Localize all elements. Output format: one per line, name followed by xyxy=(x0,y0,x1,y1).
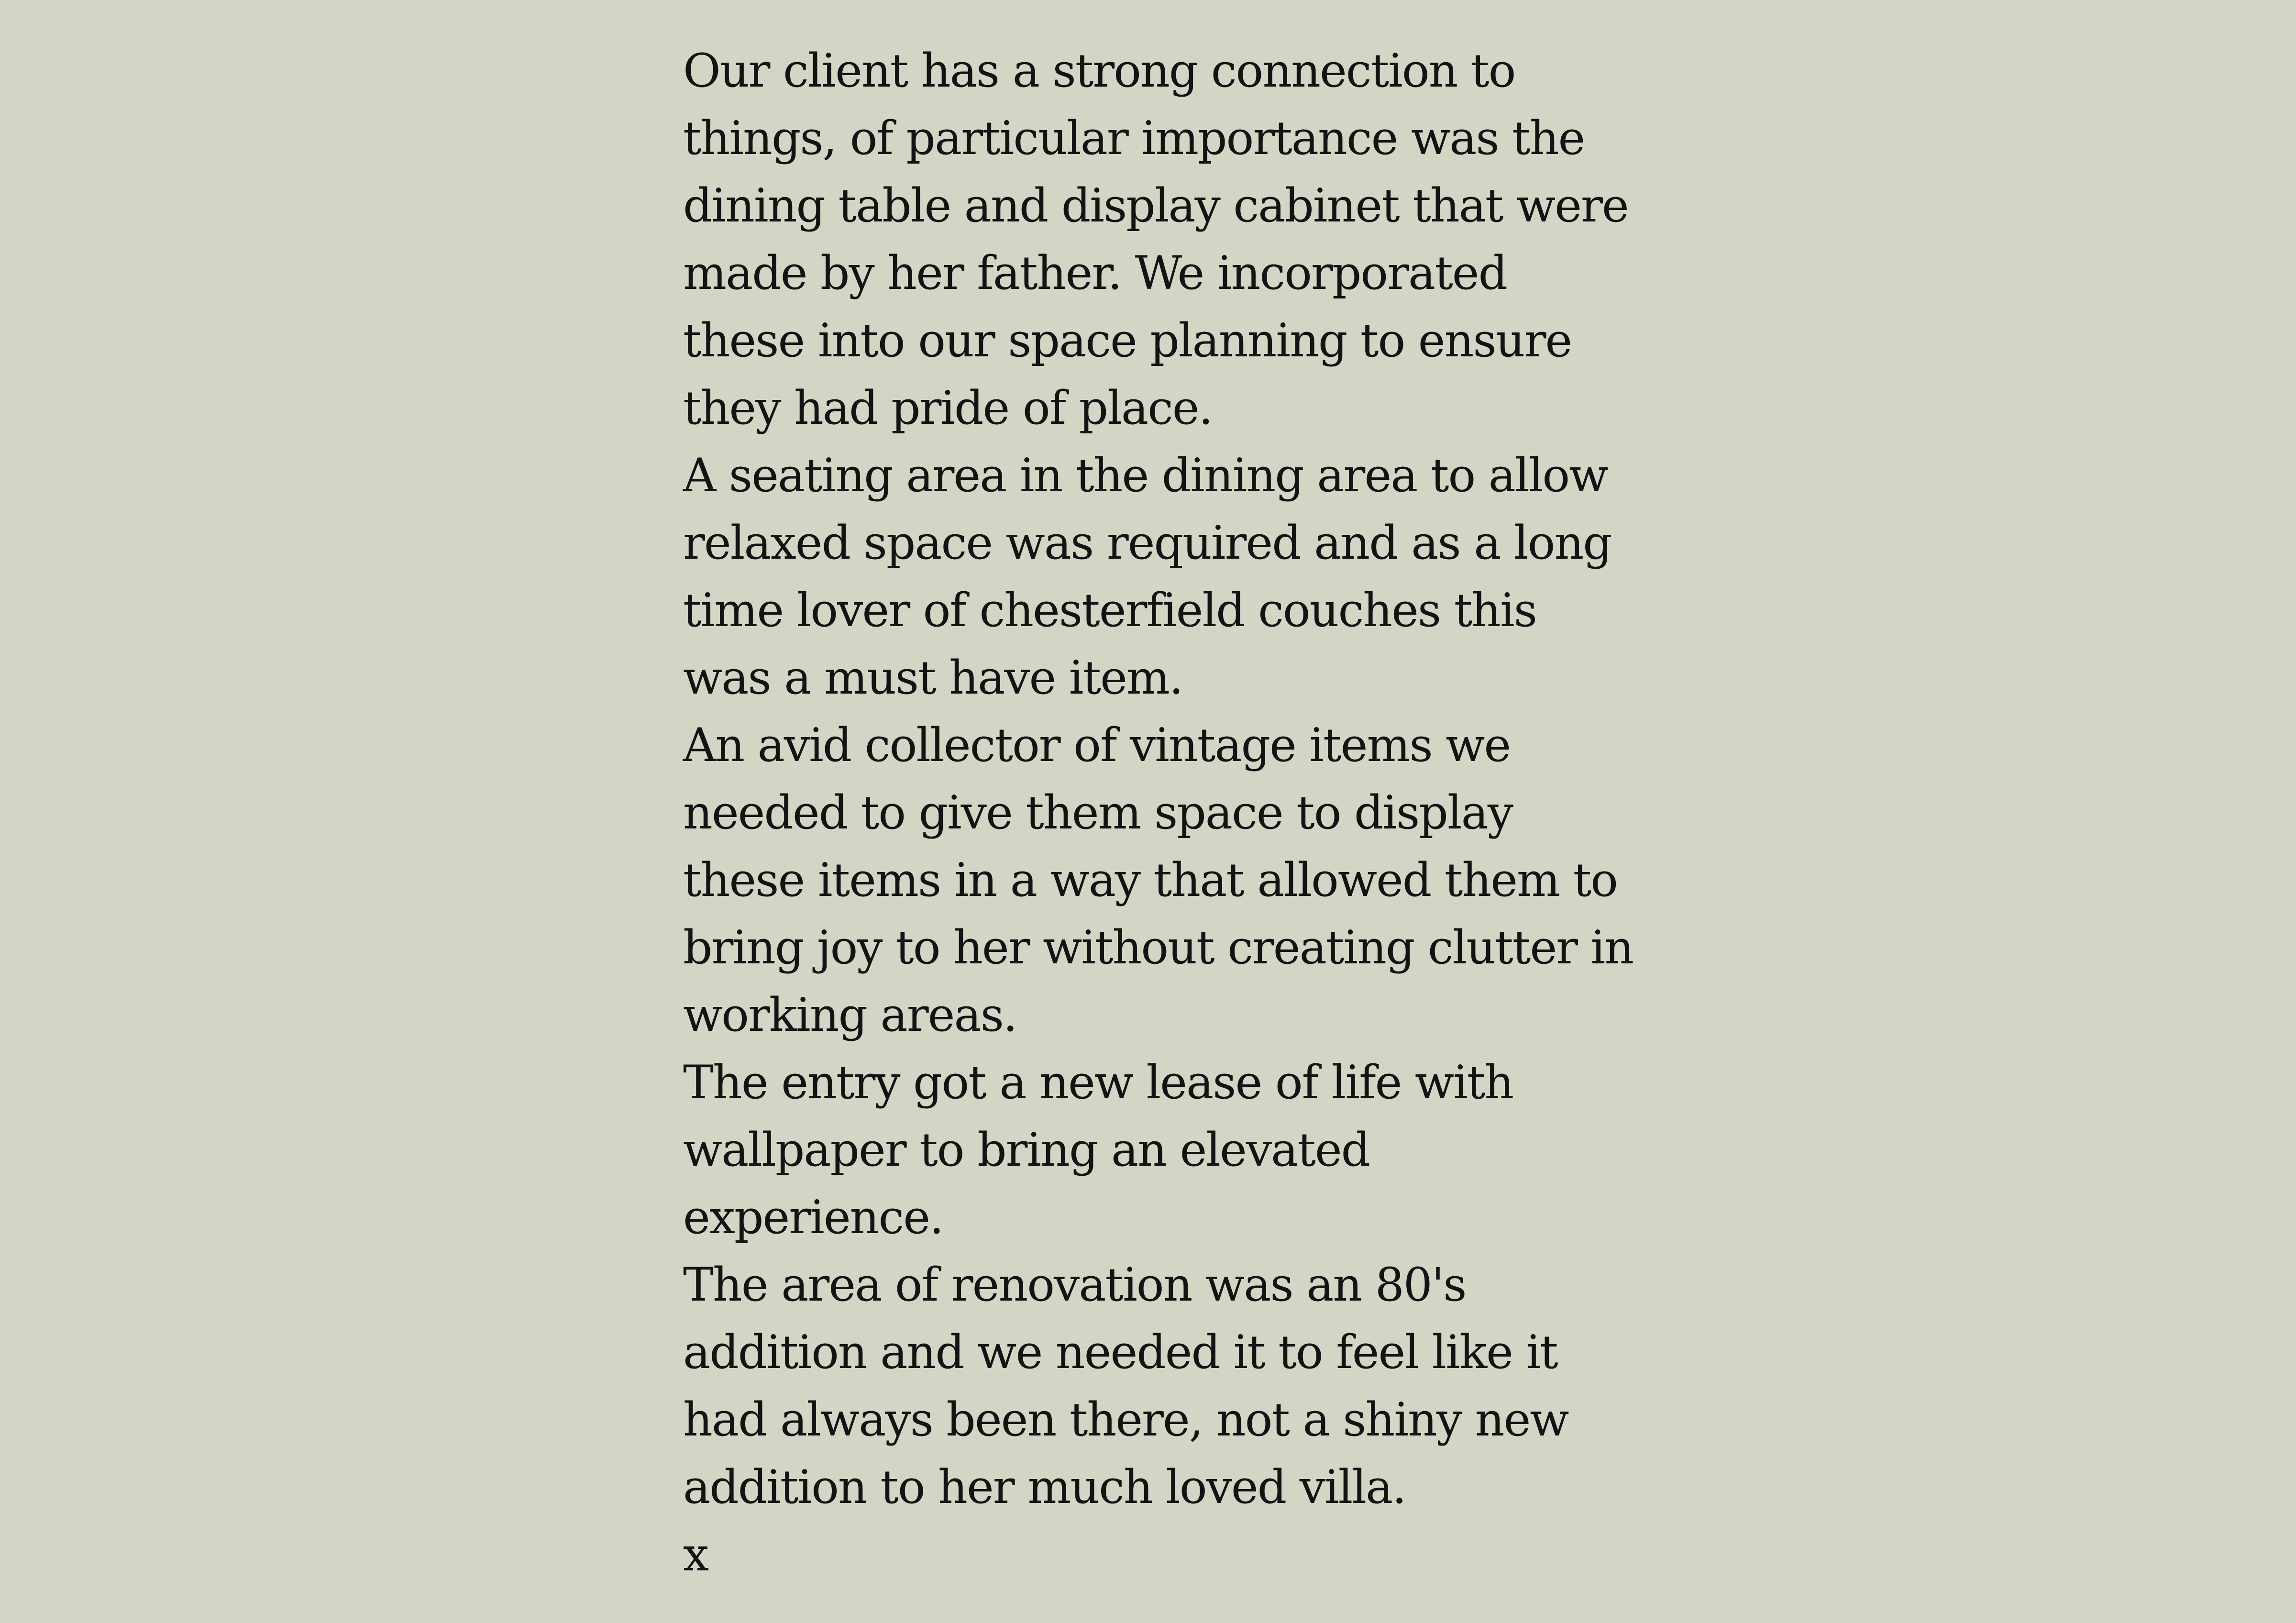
text-line: Our client has a strong connection to xyxy=(683,44,1515,98)
text-line: relaxed space was required and as a long xyxy=(683,516,1612,570)
text-line: An avid collector of vintage items we xyxy=(683,718,1511,772)
text-line: wallpaper to bring an elevated xyxy=(683,1123,1370,1177)
text-line: needed to give them space to display xyxy=(683,786,1513,839)
sign-off-mark: x xyxy=(683,1528,708,1581)
text-line: time lover of chesterfield couches this xyxy=(683,584,1537,637)
text-line: dining table and display cabinet that were xyxy=(683,179,1628,232)
text-line: bring joy to her without creating clutter in xyxy=(683,921,1634,974)
text-line: The area of renovation was an 80's xyxy=(683,1258,1466,1312)
sign-off xyxy=(683,1521,1630,1589)
paragraph-family-furniture xyxy=(683,37,1630,442)
text-line: addition and we needed it to feel like it xyxy=(683,1325,1557,1379)
text-line: working areas. xyxy=(683,988,1017,1042)
text-line: made by her father. We incorporated xyxy=(683,246,1507,300)
text-line: these into our space planning to ensure xyxy=(683,314,1572,367)
text-line: had always been there, not a shiny new xyxy=(683,1393,1568,1446)
paragraph-seating-area xyxy=(683,442,1630,712)
text-line: things, of particular importance was the xyxy=(683,111,1585,165)
paragraph-vintage-collection xyxy=(683,712,1634,1049)
text-line: they had pride of place. xyxy=(683,381,1213,435)
text-line: A seating area in the dining area to allow xyxy=(683,449,1608,502)
project-description xyxy=(683,37,1634,1589)
text-line: The entry got a new lease of life with xyxy=(683,1056,1513,1109)
text-line: experience. xyxy=(683,1191,943,1244)
text-line: was a must have item. xyxy=(683,651,1183,705)
text-line: these items in a way that allowed them to xyxy=(683,853,1617,907)
text-line: addition to her much loved villa. xyxy=(683,1460,1406,1514)
paragraph-renovation-area xyxy=(683,1251,1630,1521)
paragraph-entry-wallpaper xyxy=(683,1049,1630,1251)
